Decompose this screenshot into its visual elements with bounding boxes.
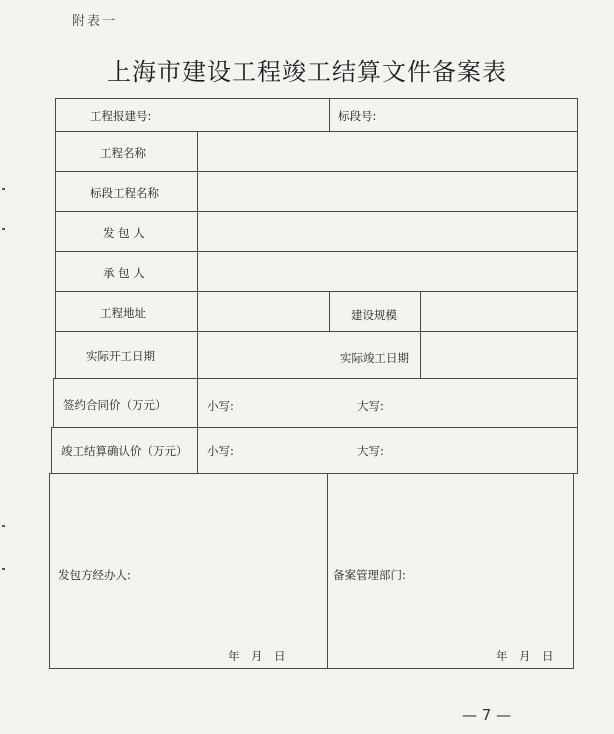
section-project-name-value-cell[interactable] [197,171,578,212]
contractor-value-cell[interactable] [197,211,578,252]
filing-dept-date: 年 月 日 [496,649,554,663]
settlement-price-label: 竣工结算确认价（万元） [61,444,188,458]
contractor-label: 发 包 人 [103,226,145,240]
page-title: 上海市建设工程竣工结算文件备案表 [107,58,507,86]
project-name-label: 工程名称 [100,146,146,160]
binding-mark [2,228,5,230]
binding-mark [2,568,5,570]
settlement-price-lowercase-label: 小写: [207,444,234,458]
appendix-label: 附表一 [72,14,118,29]
contract-price-lowercase-label: 小写: [207,399,234,413]
contractor-handler-label: 发包方经办人: [58,568,131,582]
binding-mark [2,525,5,527]
section-project-name-label: 标段工程名称 [90,186,159,200]
project-address-label: 工程地址 [100,306,146,320]
project-report-no-label: 工程报建号: [90,109,152,123]
actual-completion-date-value-cell[interactable] [420,331,578,379]
contractor-handler-date: 年 月 日 [228,649,286,663]
construction-scale-value-cell[interactable] [420,291,578,332]
contract-price-uppercase-label: 大写: [357,399,384,413]
settlement-price-value-cell[interactable] [197,427,578,474]
project-name-value-cell[interactable] [197,131,578,172]
section-no-label: 标段号: [338,109,377,123]
filing-dept-label: 备案管理部门: [333,568,406,582]
contract-price-value-cell[interactable] [197,378,578,428]
actual-completion-date-label: 实际竣工日期 [340,351,409,365]
construction-scale-label: 建设规模 [351,308,397,322]
undertaker-value-cell[interactable] [197,251,578,292]
page-number: — 7 — [462,706,512,724]
actual-start-date-label: 实际开工日期 [86,349,155,363]
settlement-price-uppercase-label: 大写: [357,444,384,458]
project-address-value-cell[interactable] [197,291,330,332]
contract-price-label: 签约合同价（万元） [63,398,167,412]
undertaker-label: 承 包 人 [103,266,145,280]
binding-mark [2,188,5,190]
